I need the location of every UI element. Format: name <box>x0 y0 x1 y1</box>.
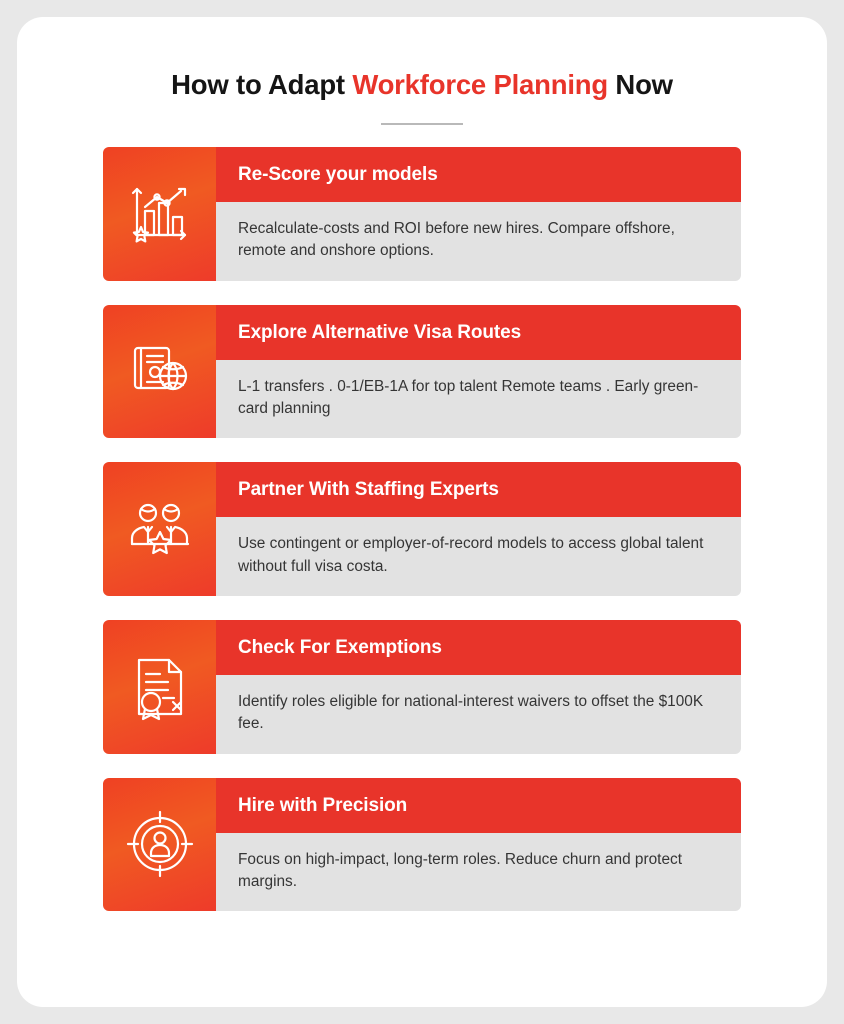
steps-list <box>17 147 827 911</box>
item-title: Check For Exemptions <box>216 620 741 675</box>
list-item <box>103 305 741 439</box>
item-description: Recalculate-costs and ROI before new hires. Compare offshore, remote and onshore options. <box>216 202 741 281</box>
title-part-two: Now <box>607 69 673 100</box>
item-description: Focus on high-impact, long-term roles. Reduce churn and protect margins. <box>216 833 741 912</box>
item-title: Hire with Precision <box>216 778 741 833</box>
item-description: L-1 transfers . 0-1/EB-1A for top talent Remote teams . Early green-card planning <box>216 360 741 439</box>
target-person-icon <box>123 807 197 881</box>
item-description: Identify roles eligible for national-interest waivers to offset the $100K fee. <box>216 675 741 754</box>
item-body <box>216 462 741 596</box>
passport-globe-icon <box>123 334 197 408</box>
infographic-card <box>17 17 827 1007</box>
item-body <box>216 778 741 912</box>
list-item <box>103 462 741 596</box>
list-item <box>103 147 741 281</box>
item-title: Re-Score your models <box>216 147 741 202</box>
list-item <box>103 778 741 912</box>
item-body <box>216 147 741 281</box>
title-divider <box>381 123 463 125</box>
item-description: Use contingent or employer-of-record models to access global talent without full visa costa. <box>216 517 741 596</box>
item-body <box>216 305 741 439</box>
item-title: Explore Alternative Visa Routes <box>216 305 741 360</box>
icon-panel <box>103 462 216 596</box>
two-people-star-icon <box>121 492 199 566</box>
certificate-document-icon <box>123 650 197 724</box>
list-item <box>103 620 741 754</box>
icon-panel <box>103 305 216 439</box>
title-accent: Workforce Planning <box>352 69 608 100</box>
icon-panel <box>103 147 216 281</box>
title-part-one: How to Adapt <box>171 69 353 100</box>
item-title: Partner With Staffing Experts <box>216 462 741 517</box>
page-title <box>17 69 827 101</box>
icon-panel <box>103 620 216 754</box>
item-body <box>216 620 741 754</box>
bar-chart-growth-icon <box>123 177 197 251</box>
icon-panel <box>103 778 216 912</box>
